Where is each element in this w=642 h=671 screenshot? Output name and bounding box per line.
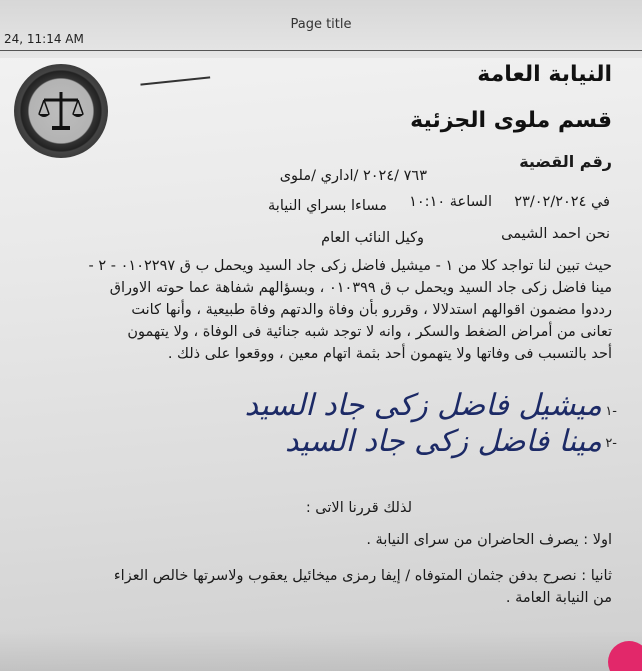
body-line-3: رددوا مضمون اقوالهم استدلالا ، وقررو بأن وفاة والدتهم وفاة طبيعية ، وأنها كانت xyxy=(131,302,612,318)
case-label: رقم القضية xyxy=(519,152,612,171)
case-time-suffix: مساءا بسراي النيابة xyxy=(268,198,387,214)
decision-second-line-2: من النيابة العامة . xyxy=(505,590,612,606)
prosecutor-name: نحن احمد الشيمى xyxy=(501,226,610,242)
case-number: ٧٦٣ /٢٠٢٤ /اداري /ملوى xyxy=(279,168,427,184)
timestamp: 24, 11:14 AM xyxy=(4,32,84,46)
header-line-2: قسم ملوى الجزئية xyxy=(410,108,612,133)
header-line-1: النيابة العامة xyxy=(477,62,612,87)
decision-intro: لذلك قررنا الاتى : xyxy=(305,500,412,516)
signature-number-2: ٢- xyxy=(605,436,617,451)
case-date: في ٢٣/٠٢/٢٠٢٤ xyxy=(514,194,610,210)
case-time-label: الساعة ١٠:١٠ xyxy=(409,194,492,210)
page-title: Page title xyxy=(290,17,352,32)
signature-2: مينا فاضل زكى جاد السيد xyxy=(285,424,602,459)
divider xyxy=(0,50,642,51)
signature-number-1: ١- xyxy=(605,404,617,419)
body-line-2: مينا فاضل زكى جاد السيد ويحمل ب ق ٠١٠٣٩٩ ، وبسؤالهم شفاهة عما حوته الاوراق xyxy=(109,280,612,296)
page-shadow xyxy=(0,631,642,671)
decision-second-line-1: ثانيا : نصرح بدفن جثمان المتوفاه / إيفا رمزى ميخائيل يعقوب ولاسرتها خالص العزاء xyxy=(113,568,612,584)
body-line-4: تعانى من أمراض الضغط والسكر ، وانه لا توجد شبه جنائية فى الوفاة ، ولا يتهمون xyxy=(127,324,612,340)
signature-1: ميشيل فاضل زكى جاد السيد xyxy=(244,388,602,423)
prosecutor-title: وكيل النائب العام xyxy=(321,230,424,246)
decision-first: اولا : يصرف الحاضران من سراى النيابة . xyxy=(366,532,612,548)
body-line-5: أحد بالتسبب فى وفاتها ولا يتهمون أحد بثمة اتهام معين ، ووقعوا على ذلك . xyxy=(167,346,612,362)
body-line-1: حيث تبين لنا تواجد كلا من ١ - ميشيل فاضل زكى جاد السيد ويحمل ب ق ٠١٠٢٢٩٧ - ٢ - xyxy=(88,258,612,274)
